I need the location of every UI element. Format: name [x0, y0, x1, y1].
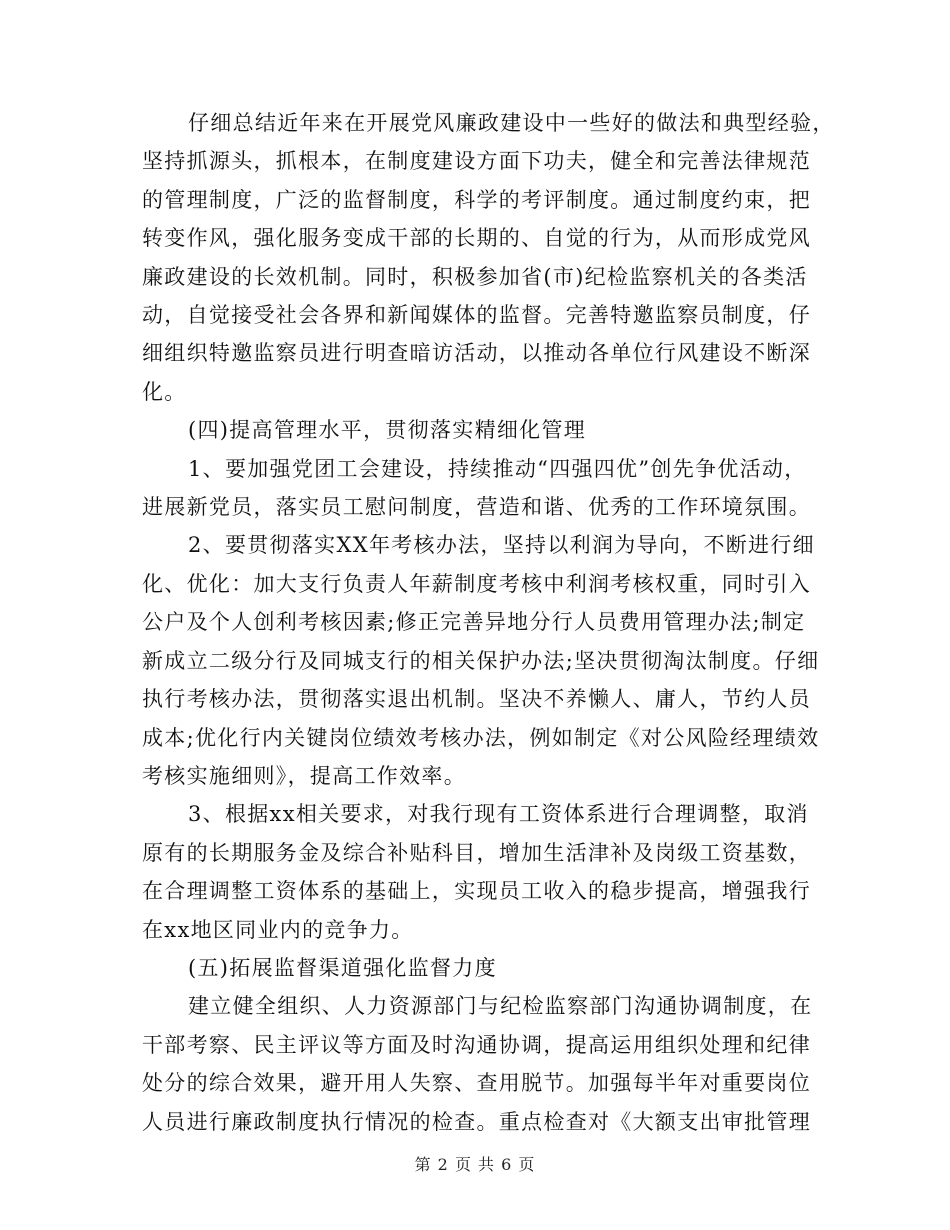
text-line: 执行考核办法，贯彻落实退出机制。坚决不养懒人、庸人，节约人员 [142, 687, 811, 712]
text-line: 3、根据xx相关要求，对我行现有工资体系进行合理调整，取消 [188, 802, 809, 827]
text-line: 人员进行廉政制度执行情况的检查。重点检查对《大额支出审批管理 [142, 1109, 811, 1134]
document-body [142, 104, 835, 1141]
text-line: 公户及个人创利考核因素;修正完善异地分行人员费用管理办法;制定 [142, 610, 806, 635]
text-line: 廉政建设的长效机制。同时，积极参加省(市)纪检监察机关的各类活 [142, 264, 808, 289]
text-line: 化。 [142, 379, 187, 404]
text-line: 在合理调整工资体系的基础上，实现员工收入的稳步提高，增强我行 [142, 879, 811, 904]
text-line: 2、要贯彻落实XX年考核办法，坚持以利润为导向，不断进行细 [188, 533, 815, 558]
text-line: 转变作风，强化服务变成干部的长期的、自觉的行为，从而形成党风 [142, 226, 811, 251]
text-line: 化、优化：加大支行负责人年薪制度考核中利润考核权重，同时引入 [142, 571, 811, 596]
paragraph-item-2 [142, 526, 820, 795]
text-line: 处分的综合效果，避开用人失察、查用脱节。加强每半年对重要岗位 [142, 1071, 811, 1096]
text-line: 坚持抓源头，抓根本，在制度建设方面下功夫，健全和完善法律规范 [142, 149, 811, 174]
text-line: 新成立二级分行及同城支行的相关保护办法;坚决贯彻淘汰制度。仔细 [142, 648, 820, 673]
text-line: 1、要加强党团工会建设，持续推动“四强四优”创先争优活动， [188, 456, 807, 481]
text-line: 干部考察、民主评议等方面及时沟通协调，提高运用组织处理和纪律 [142, 1032, 811, 1057]
page-footer: 第 2 页 共 6 页 [414, 1155, 536, 1174]
section-heading-four [142, 411, 808, 449]
text-line: 在xx地区同业内的竞争力。 [142, 917, 414, 942]
text-line: 建立健全组织、人力资源部门与纪检监察部门沟通协调制度，在 [188, 994, 813, 1019]
text-line: 考核实施细则》，提高工作效率。 [142, 763, 466, 788]
text-line: (五)拓展监督渠道强化监督力度 [188, 955, 497, 980]
text-line: 原有的长期服务金及综合补贴科目，增加生活津补及岗级工资基数， [142, 840, 811, 865]
section-heading-five [142, 949, 808, 987]
paragraph-item-3 [142, 795, 811, 949]
text-line: 的管理制度，广泛的监督制度，科学的考评制度。通过制度约束，把 [142, 187, 811, 212]
text-line: 仔细总结近年来在开展党风廉政建设中一些好的做法和典型经验， [188, 111, 835, 135]
text-line: 进展新党员，落实员工慰问制度，营造和谐、优秀的工作环境氛围。 [142, 495, 811, 520]
text-line: 动，自觉接受社会各界和新闻媒体的监督。完善特邀监察员制度，仔 [142, 303, 811, 328]
text-line: 成本;优化行内关键岗位绩效考核办法，例如制定《对公风险经理绩效 [142, 725, 820, 750]
paragraph-item-1 [142, 450, 811, 527]
text-line: 细组织特邀监察员进行明查暗访活动，以推动各单位行风建设不断深 [142, 341, 811, 366]
text-line: (四)提高管理水平，贯彻落实精细化管理 [188, 418, 587, 443]
paragraph-summary-experience [142, 104, 835, 411]
paragraph-supervision [142, 987, 813, 1141]
